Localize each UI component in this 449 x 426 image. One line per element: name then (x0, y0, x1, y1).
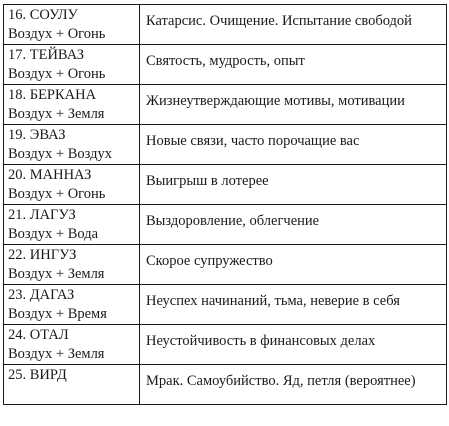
table-row (4, 125, 447, 165)
rune-meaning-cell (140, 5, 447, 45)
rune-meaning-cell (140, 125, 447, 165)
rune-name-cell (4, 285, 140, 325)
rune-meaning: Катарсис. Очищение. Испытание свободой (146, 13, 412, 29)
rune-elements: Воздух + Огонь (8, 66, 106, 82)
rune-meaning-cell (140, 245, 447, 285)
rune-meaning-cell (140, 165, 447, 205)
rune-name-cell (4, 45, 140, 85)
rune-meaning-cell (140, 205, 447, 245)
rune-name-cell (4, 165, 140, 205)
rune-meaning: Жизнеутверждающие мотивы, мотивации (146, 93, 405, 109)
rune-elements: Воздух + Огонь (8, 26, 106, 42)
table-row (4, 245, 447, 285)
table-row (4, 325, 447, 365)
rune-meaning: Неустойчивость в финансовых делах (146, 333, 376, 349)
rune-name-cell (4, 245, 140, 285)
rune-title: 21. ЛАГУЗ (8, 207, 76, 223)
rune-title: 24. ОТАЛ (8, 327, 69, 343)
table-row (4, 85, 447, 125)
rune-elements: Воздух + Земля (8, 266, 105, 282)
table-row (4, 205, 447, 245)
rune-meaning: Святость, мудрость, опыт (146, 53, 305, 69)
rune-meaning: Выигрыш в лотерее (146, 173, 269, 189)
rune-title: 17. ТЕЙВАЗ (8, 47, 85, 63)
rune-title: 22. ИНГУЗ (8, 247, 77, 263)
rune-title: 25. ВИРД (8, 367, 67, 383)
rune-title: 20. МАННАЗ (8, 167, 92, 183)
rune-elements: Воздух + Вода (8, 226, 99, 242)
rune-title: 16. СОУЛУ (8, 7, 78, 23)
rune-meaning-cell (140, 85, 447, 125)
rune-name-cell (4, 325, 140, 365)
table-row (4, 45, 447, 85)
rune-meaning: Неуспех начинаний, тьма, неверие в себя (146, 293, 400, 309)
rune-title: 23. ДАГАЗ (8, 287, 75, 303)
rune-meaning-cell (140, 365, 447, 405)
table-row (4, 165, 447, 205)
rune-elements: Воздух + Время (8, 306, 107, 322)
rune-meanings-table (3, 4, 447, 405)
table-row (4, 285, 447, 325)
rune-elements: Воздух + Огонь (8, 186, 106, 202)
rune-elements: Воздух + Земля (8, 346, 105, 362)
rune-elements: Воздух + Земля (8, 106, 105, 122)
table-row (4, 5, 447, 45)
rune-meaning: Скорое супружество (146, 253, 273, 269)
rune-name-cell (4, 5, 140, 45)
rune-meaning-cell (140, 325, 447, 365)
rune-title: 18. БЕРКАНА (8, 87, 97, 103)
rune-name-cell (4, 125, 140, 165)
rune-meaning: Мрак. Самоубийство. Яд, петля (вероятнее) (146, 373, 416, 389)
rune-meaning-cell (140, 45, 447, 85)
rune-elements: Воздух + Воздух (8, 146, 112, 162)
rune-meaning: Новые связи, часто порочащие вас (146, 133, 360, 149)
table-row (4, 365, 447, 405)
rune-title: 19. ЭВАЗ (8, 127, 66, 143)
rune-name-cell (4, 85, 140, 125)
rune-meaning: Выздоровление, облегчение (146, 213, 320, 229)
rune-name-cell (4, 205, 140, 245)
rune-name-cell (4, 365, 140, 405)
rune-meaning-cell (140, 285, 447, 325)
